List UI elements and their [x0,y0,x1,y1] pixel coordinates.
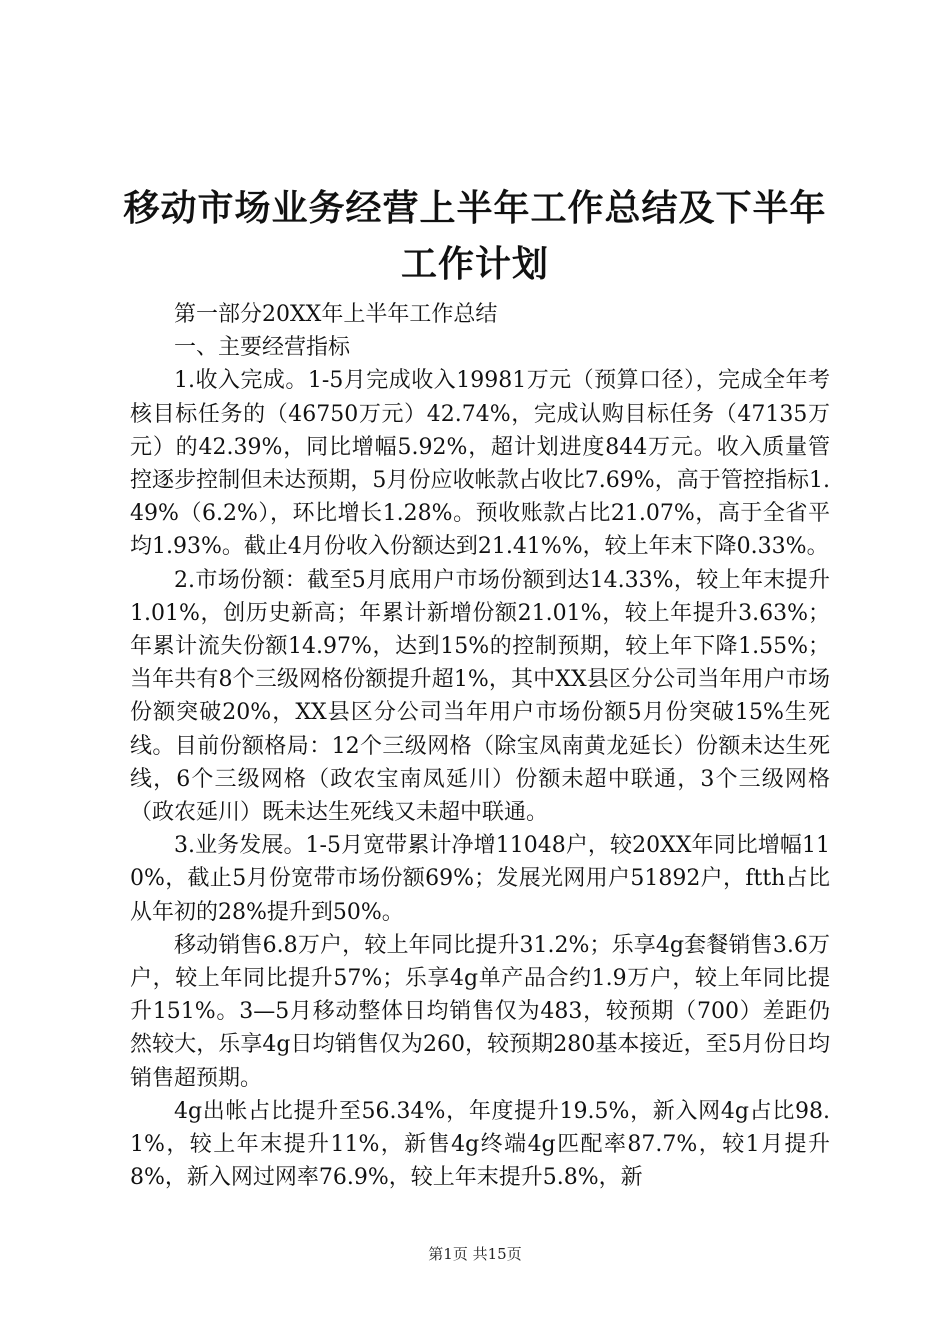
paragraph-4g-metrics: 4g出帐占比提升至56.34%，年度提升19.5%，新入网4g占比98.1%，较上年末提升11%，新售4g终端4g匹配率87.7%，较1月提升8%，新入网过网率76.9%，较上年末提升5.8%，新 [130,1098,830,1191]
paragraph-business-development: 3.业务发展。1-5月宽带累计净增11048户，较20XX年同比增幅110%，截止5月份宽带市场份额69%；发展光网用户51892户，ftth占比从年初的28%提升到50%。 [130,833,830,925]
paragraph-revenue: 1.收入完成。1-5月完成收入19981万元（预算口径），完成全年考核目标任务的（46750万元）42.74%，完成认购目标任务（47135万元）的42.39%，同比增幅5.92%，超计划进度844万元。收入质量管控逐步控制但未达预期，5月份应收帐款占收比7.69%，高于管控指标1.49%（6.2%），环比增长1.28%。预收账款占比21.07%，高于全省平均1.93%。截止4月份收入份额达到21.41%%，较上年末下降0.33%。 [130,368,830,560]
paragraph-market-share: 2.市场份额：截至5月底用户市场份额到达14.33%，较上年末提升1.01%，创历史新高；年累计新增份额21.01%，较上年提升3.63%；年累计流失份额14.97%，达到15%的控制预期，较上年下降1.55%；当年共有8个三级网格份额提升超1%，其中XX县区分公司当年用户市场份额突破20%，XX县区分公司当年用户市场份额5月份突破15%生死线。目前份额格局：12个三级网格（除宝凤南黄龙延长）份额未达生死线，6个三级网格（政农宝南凤延川）份额未超中联通，3个三级网格（政农延川）既未达生死线又未超中联通。 [130,567,830,826]
document-title: 移动市场业务经营上半年工作总结及下半年工作计划 [123,187,827,285]
subsection-heading: 一、主要经营指标 [174,335,351,361]
document-body [130,298,830,1194]
section-heading: 第一部分20XX年上半年工作总结 [174,302,498,327]
page-footer: 第1页 共15页 [428,1245,522,1263]
paragraph-mobile-sales: 移动销售6.8万户，较上年同比提升31.2%；乐享4g套餐销售3.6万户，较上年同比提升57%；乐享4g单产品合约1.9万户，较上年同比提升151%。3—5月移动整体日均销售仅为483，较预期（700）差距仍然较大，乐享4g日均销售仅为260，较预期280基本接近，至5月份日均销售超预期。 [130,932,830,1091]
